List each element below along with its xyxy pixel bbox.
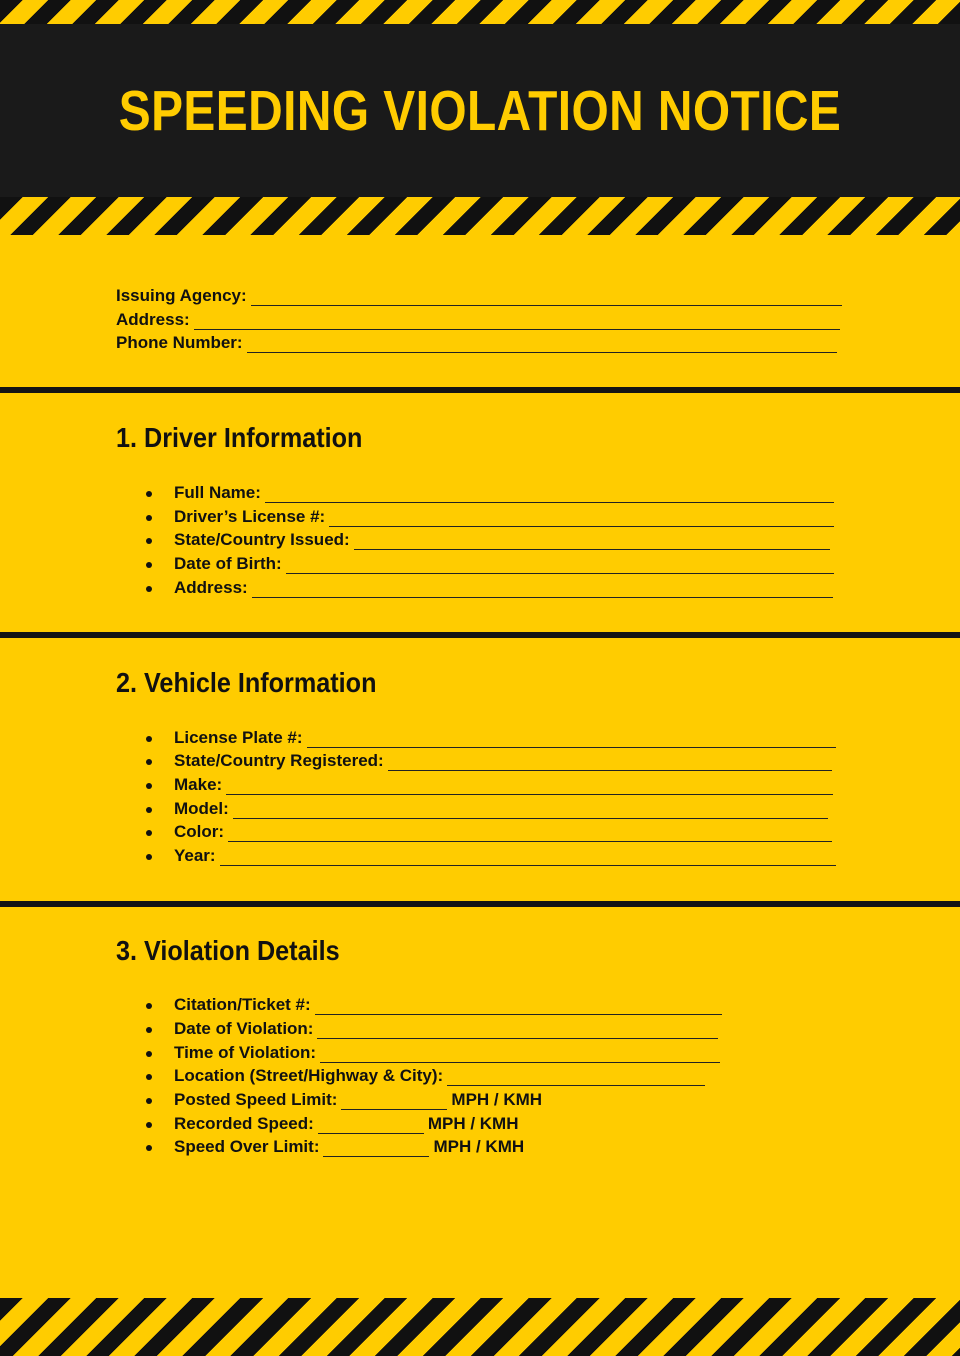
field-label: Address: xyxy=(174,578,248,597)
violation-field-citation[interactable] xyxy=(146,991,722,1015)
field-label: Phone Number: xyxy=(116,333,243,352)
fill-line[interactable] xyxy=(315,996,722,1015)
bullet-icon xyxy=(146,586,152,592)
fill-line[interactable] xyxy=(252,579,833,598)
section-title-vehicle: 2. Vehicle Information xyxy=(116,667,377,698)
violation-field-date[interactable] xyxy=(146,1015,718,1039)
field-label: Posted Speed Limit: xyxy=(174,1090,338,1109)
bullet-icon xyxy=(146,830,152,836)
vehicle-field-model[interactable] xyxy=(146,795,828,819)
bullet-icon xyxy=(146,1051,152,1057)
fill-line[interactable] xyxy=(447,1067,705,1086)
bullet-icon xyxy=(146,1074,152,1080)
section-title-driver: 1. Driver Information xyxy=(116,422,363,453)
bullet-icon xyxy=(146,562,152,568)
violation-field-location[interactable] xyxy=(146,1062,705,1086)
fill-line[interactable] xyxy=(318,1115,424,1134)
bullet-icon xyxy=(146,1098,152,1104)
fill-line[interactable] xyxy=(233,800,828,819)
bullet-icon xyxy=(146,783,152,789)
phone-number-field[interactable] xyxy=(116,329,837,353)
speed-unit-label: MPH / KMH xyxy=(433,1137,525,1156)
fill-line[interactable] xyxy=(247,334,837,353)
agency-address-field[interactable] xyxy=(116,306,840,330)
field-label: Year: xyxy=(174,846,216,865)
fill-line[interactable] xyxy=(388,752,832,771)
field-label: Make: xyxy=(174,775,223,794)
fill-line[interactable] xyxy=(329,508,834,527)
field-label: License Plate #: xyxy=(174,728,303,747)
bullet-icon xyxy=(146,538,152,544)
bullet-icon xyxy=(146,1145,152,1151)
bullet-icon xyxy=(146,515,152,521)
hazard-stripes-header xyxy=(0,197,960,235)
issuing-agency-field[interactable] xyxy=(116,282,842,306)
field-label: Issuing Agency: xyxy=(116,286,247,305)
bullet-icon xyxy=(146,807,152,813)
field-label: Address: xyxy=(116,310,190,329)
field-label: Recorded Speed: xyxy=(174,1114,314,1133)
section-divider xyxy=(0,387,960,393)
bullet-icon xyxy=(146,1027,152,1033)
vehicle-field-year[interactable] xyxy=(146,842,836,866)
fill-line[interactable] xyxy=(341,1091,447,1110)
driver-field-state-issued[interactable] xyxy=(146,526,830,550)
fill-line[interactable] xyxy=(194,311,840,330)
vehicle-field-plate[interactable] xyxy=(146,724,836,748)
speed-unit-label: MPH / KMH xyxy=(451,1090,543,1109)
fill-line[interactable] xyxy=(320,1044,720,1063)
field-label: State/Country Issued: xyxy=(174,530,350,549)
driver-field-dob[interactable] xyxy=(146,550,834,574)
bullet-icon xyxy=(146,1122,152,1128)
bullet-icon xyxy=(146,759,152,765)
field-label: Driver’s License #: xyxy=(174,507,326,526)
driver-field-address[interactable] xyxy=(146,574,833,598)
field-label: Location (Street/Highway & City): xyxy=(174,1066,444,1085)
field-label: Date of Birth: xyxy=(174,554,282,573)
bullet-icon xyxy=(146,736,152,742)
fill-line[interactable] xyxy=(226,776,833,795)
page-title: SPEEDING VIOLATION NOTICE xyxy=(118,78,842,143)
fill-line[interactable] xyxy=(317,1020,718,1039)
field-label: Citation/Ticket #: xyxy=(174,995,311,1014)
section-divider xyxy=(0,901,960,907)
fill-line[interactable] xyxy=(220,847,836,866)
vehicle-field-make[interactable] xyxy=(146,771,833,795)
field-label: Speed Over Limit: xyxy=(174,1137,320,1156)
fill-line[interactable] xyxy=(228,823,832,842)
driver-field-license[interactable] xyxy=(146,503,834,527)
violation-field-recorded-speed[interactable] xyxy=(146,1110,518,1134)
fill-line[interactable] xyxy=(354,531,830,550)
section-title-violation: 3. Violation Details xyxy=(116,935,340,966)
vehicle-field-state-registered[interactable] xyxy=(146,747,832,771)
field-label: State/Country Registered: xyxy=(174,751,384,770)
fill-line[interactable] xyxy=(286,555,834,574)
vehicle-field-color[interactable] xyxy=(146,818,832,842)
section-divider xyxy=(0,632,960,638)
bullet-icon xyxy=(146,491,152,497)
violation-field-time[interactable] xyxy=(146,1039,720,1063)
fill-line[interactable] xyxy=(307,729,836,748)
fill-line[interactable] xyxy=(323,1138,429,1157)
fill-line[interactable] xyxy=(265,484,834,503)
speed-unit-label: MPH / KMH xyxy=(427,1114,519,1133)
driver-field-full-name[interactable] xyxy=(146,479,834,503)
field-label: Color: xyxy=(174,822,225,841)
hazard-stripes-bottom xyxy=(0,1298,960,1356)
bullet-icon xyxy=(146,1003,152,1009)
bullet-icon xyxy=(146,854,152,860)
violation-field-speed-over[interactable] xyxy=(146,1133,524,1157)
field-label: Date of Violation: xyxy=(174,1019,314,1038)
field-label: Full Name: xyxy=(174,483,261,502)
field-label: Model: xyxy=(174,799,229,818)
fill-line[interactable] xyxy=(251,287,842,306)
violation-field-posted-speed[interactable] xyxy=(146,1086,542,1110)
field-label: Time of Violation: xyxy=(174,1043,316,1062)
